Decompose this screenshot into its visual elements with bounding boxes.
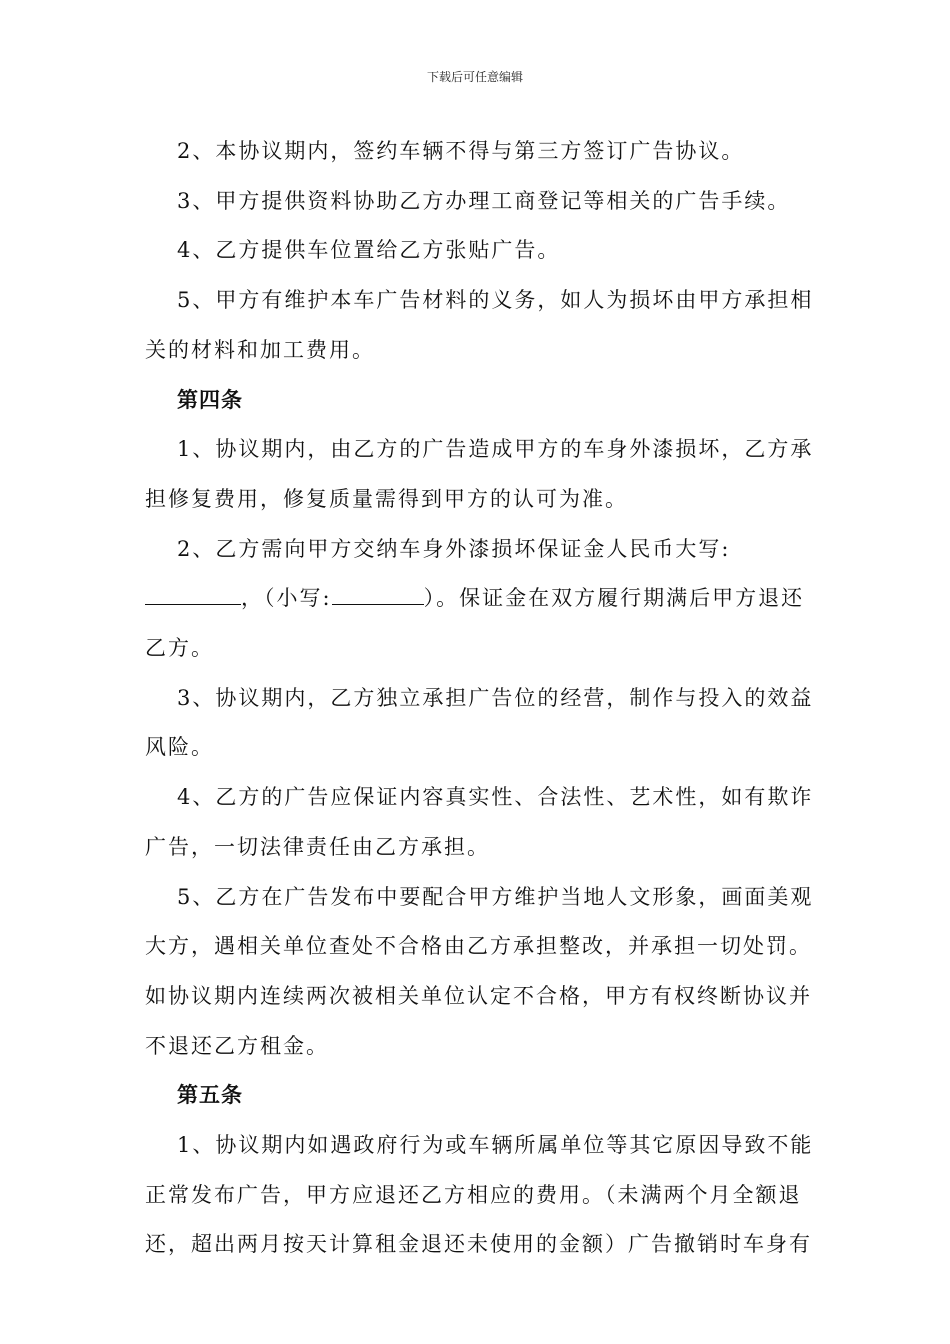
article5-item-1: 1、协议期内如遇政府行为或车辆所属单位等其它原因导致不能正常发布广告，甲方应退还乙方相应的费用。（未满两个月全额退还，超出两月按天计算租金退还未使用的金额）广告撤销时车身有 (145, 1133, 814, 1257)
article4-item-4: 4、乙方的广告应保证内容真实性、合法性、艺术性，如有欺诈广告，一切法律责任由乙方承担。 (145, 785, 814, 859)
article3-item-2: 2、本协议期内，签约车辆不得与第三方签订广告协议。 (177, 139, 745, 163)
document-body (145, 127, 825, 1270)
article3-item-4: 4、乙方提供车位置给乙方张贴广告。 (177, 238, 561, 263)
article4-item-2 (145, 525, 825, 674)
deposit-uppercase-blank (145, 603, 241, 605)
article3-item-5: 5、甲方有维护本车广告材料的义务，如人为损坏由甲方承担相关的材料和加工费用。 (145, 288, 814, 362)
article4-item-1: 1、协议期内，由乙方的广告造成甲方的车身外漆损坏，乙方承担修复费用，修复质量需得到甲方的认可为准。 (145, 437, 814, 511)
deposit-lowercase-blank (332, 603, 424, 605)
deposit-lowercase-open: （小写 (264, 586, 323, 611)
article4-heading: 第四条 (177, 387, 243, 412)
colon: : (322, 586, 332, 611)
article4-item-2-text: 2、乙方需向甲方交纳车身外漆损坏保证金人民币大写 (177, 536, 722, 561)
article5-heading: 第五条 (177, 1083, 243, 1108)
article4-item-5: 5、乙方在广告发布中要配合甲方维护当地人文形象，画面美观大方，遇相关单位查处不合格由乙方承担整改，并承担一切处罚。如协议期内连续两次被相关单位认定不合格，甲方有权终断协议并不退还乙方租金。 (145, 884, 814, 1058)
page-header: 下载后可任意编辑 (426, 70, 523, 84)
colon: : (721, 536, 731, 561)
comma: ， (241, 586, 264, 611)
article4-item-2-tail: ）。保证金在双方履行期满后甲方退还乙方。 (145, 586, 805, 661)
article4-item-3: 3、协议期内，乙方独立承担广告位的经营，制作与投入的效益风险。 (145, 685, 814, 760)
article3-item-3: 3、甲方提供资料协助乙方办理工商登记等相关的广告手续。 (177, 188, 791, 213)
